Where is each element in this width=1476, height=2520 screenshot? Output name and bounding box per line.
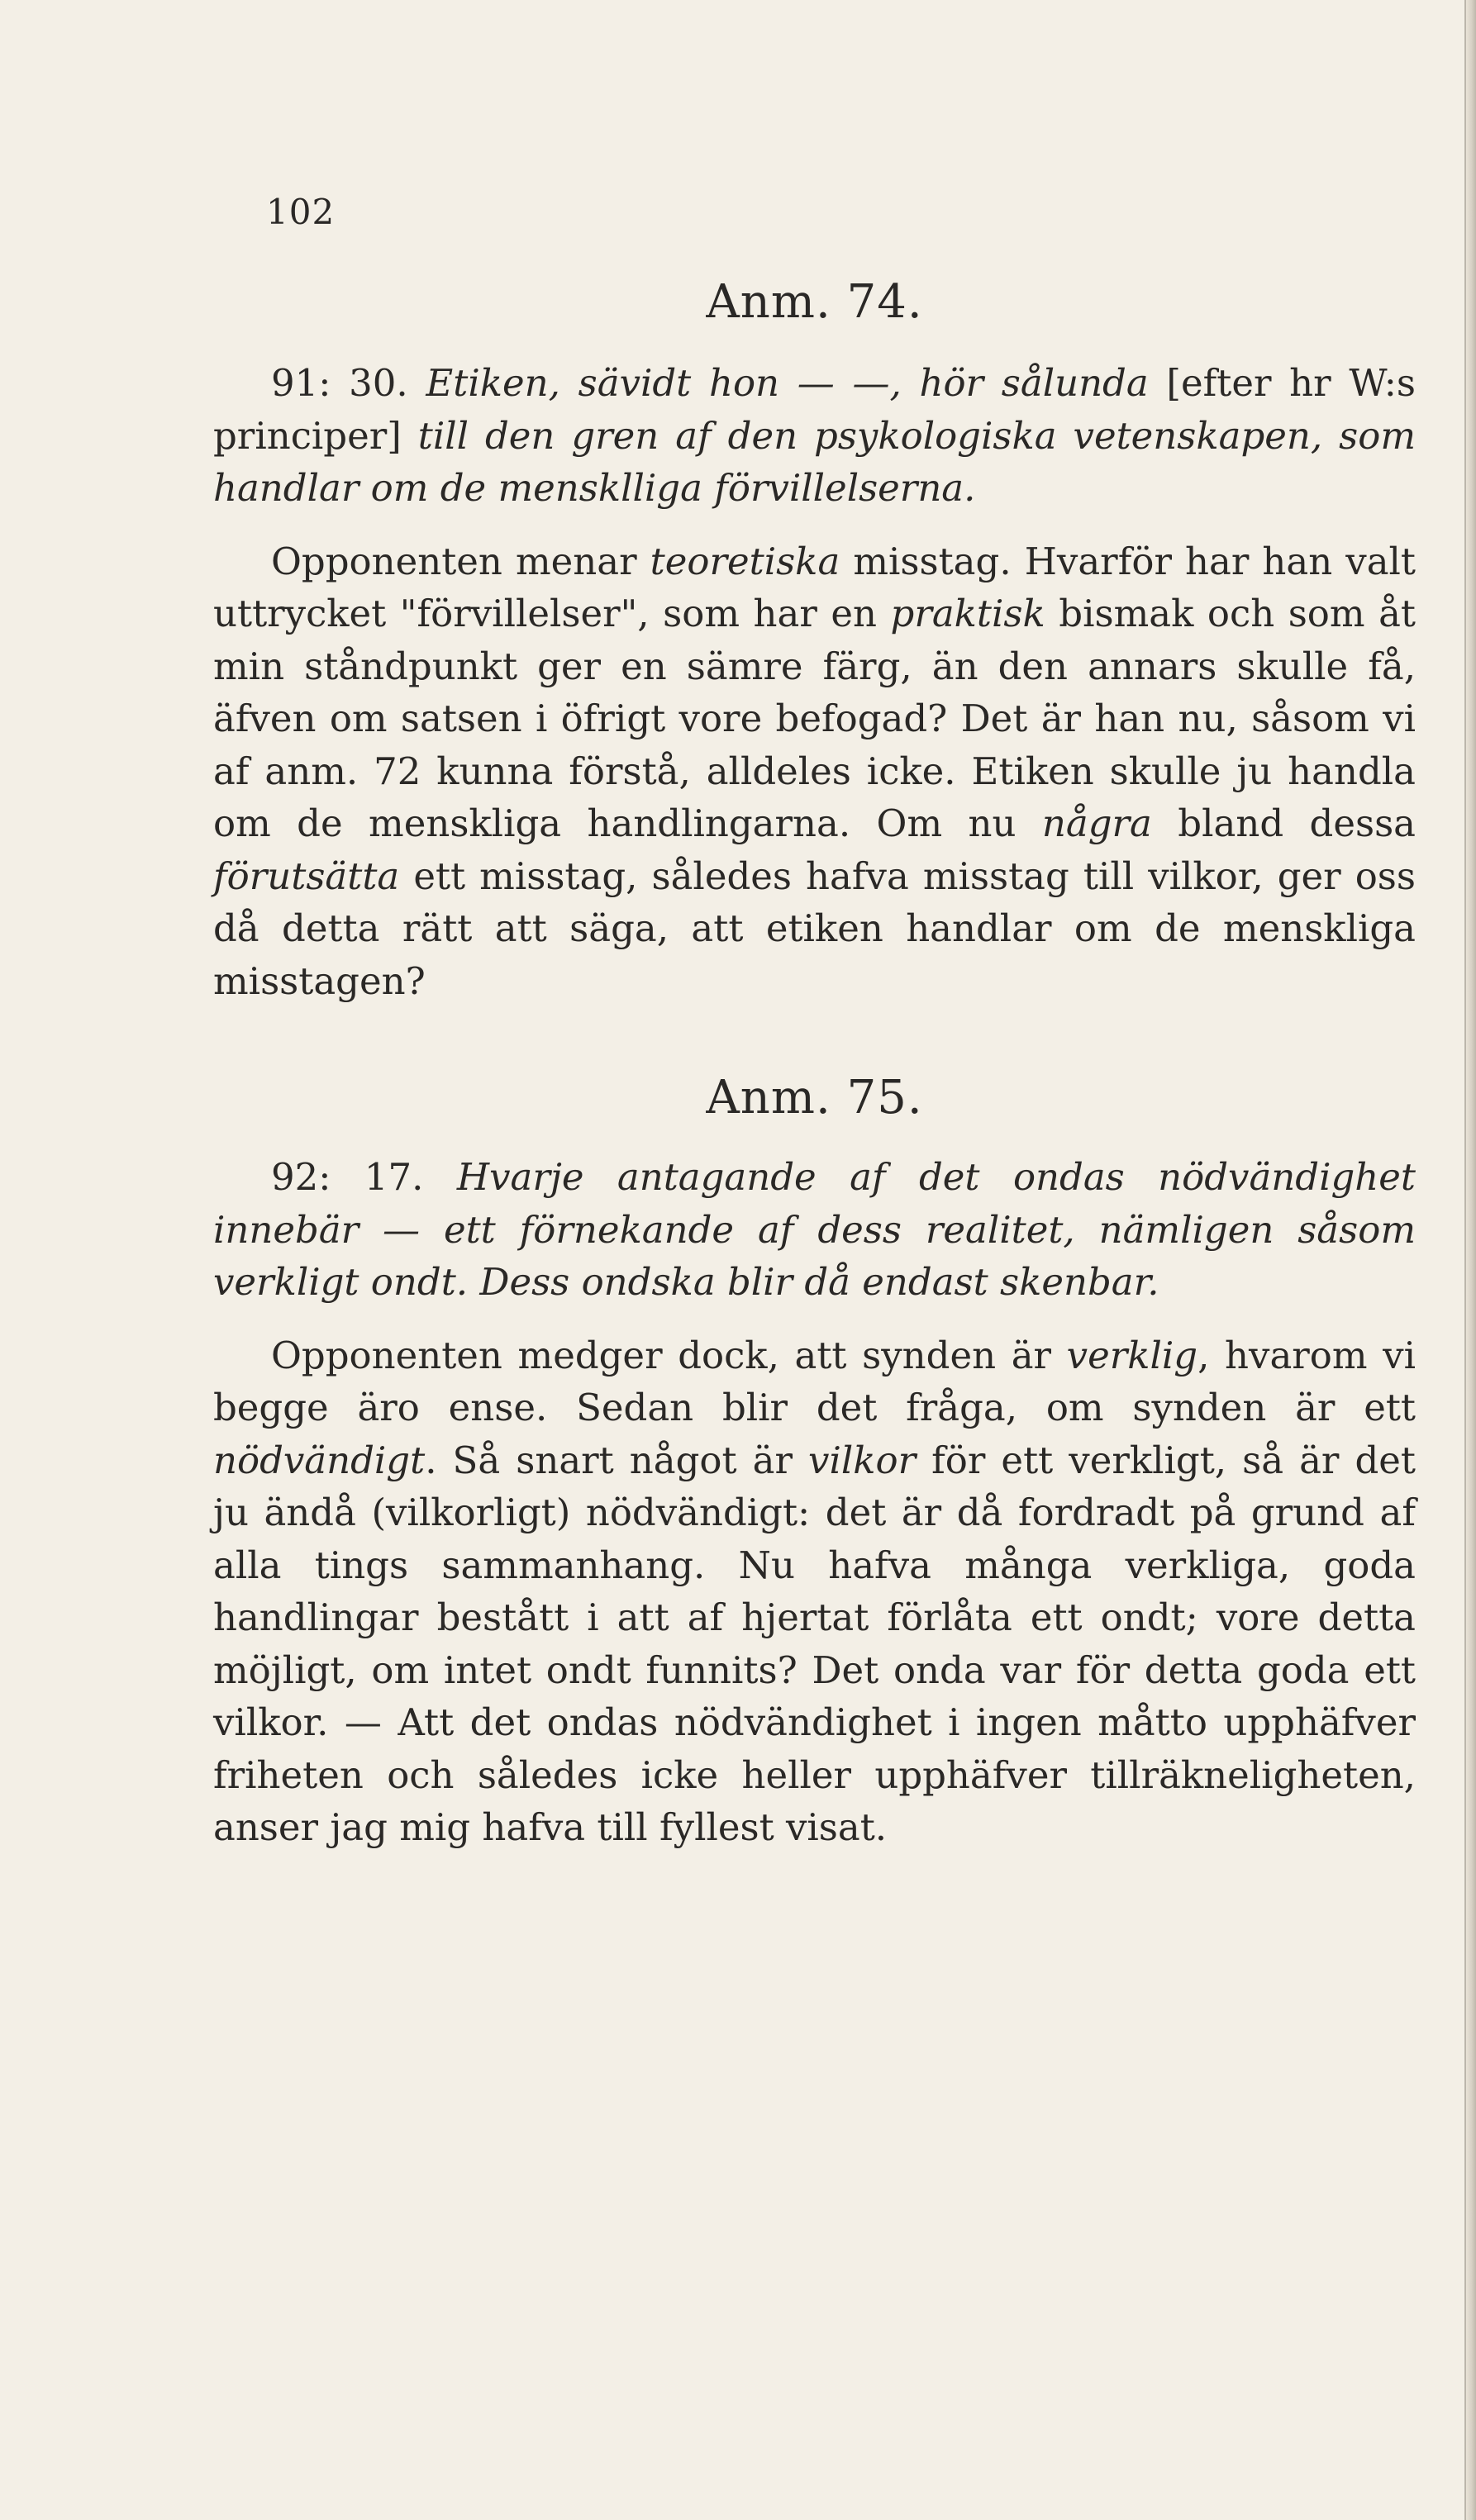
page-edge-line	[1464, 0, 1466, 2520]
body-74-part-4: bismak och som åt min ståndpunkt ger en sämre färg, än den annars skulle få, äfven om satsen i öfrigt vore befogad? Det är han nu, såsom vi af anm. 72 kunna förstå, alldeles icke. Etiken skulle ju handla om de menskliga handlingarna. Om nu	[213, 592, 1416, 845]
body-74-part-5: några	[1041, 801, 1152, 845]
text-block	[213, 273, 1416, 1854]
body-75-part-1: verklig	[1066, 1333, 1198, 1377]
body-74-part-2: misstag. Hvarför har han valt uttrycket "förvillelser", som har en	[213, 539, 1416, 635]
page-edge	[1464, 0, 1476, 2520]
body-75-part-4: . Så snart något är	[425, 1438, 809, 1482]
quote-74-part-2: till den gren af den psykologiska vetenskapen, som handlar om de mensklliga förvillelserna.	[213, 413, 1416, 510]
body-75	[213, 1329, 1416, 1854]
body-74-part-1: teoretiska	[650, 539, 840, 583]
quote-74-part-1: [efter hr W:s principer]	[213, 361, 1416, 458]
note-heading-74: Anm. 74.	[706, 275, 923, 329]
page-number: 102	[266, 192, 336, 232]
body-74-part-0: Opponenten menar	[271, 539, 650, 583]
body-75-part-3: nödvändigt	[213, 1438, 426, 1482]
note-heading-75: Anm. 75.	[706, 1071, 923, 1124]
body-74-part-8: ett misstag, således hafva misstag till vilkor, ger oss då detta rätt att säga, att etiken handlar om de menskliga misstagen?	[213, 853, 1416, 1003]
body-75-part-5: vilkor	[808, 1438, 917, 1482]
quote-ref-74: 91: 30.	[271, 361, 408, 405]
quote-ref-75: 92: 17.	[271, 1155, 424, 1199]
body-74-part-7: förutsätta	[213, 853, 400, 898]
quote-75	[213, 1151, 1416, 1309]
body-75-part-0: Opponenten medger dock, att synden är	[271, 1333, 1067, 1377]
quote-74-part-0: Etiken, sävidt hon — —, hör sålunda	[426, 361, 1149, 405]
quote-74	[213, 357, 1416, 515]
body-74	[213, 535, 1416, 1008]
body-74-part-3: praktisk	[890, 592, 1045, 635]
body-75-part-2: , hvarom vi begge äro ense. Sedan blir det fråga, om synden är ett	[213, 1333, 1416, 1429]
quote-75-part-0: Hvarje antagande af det ondas nödvändighet innebär — ett förnekande af dess realitet, nämligen såsom verkligt ondt. Dess ondska blir då endast skenbar.	[213, 1155, 1416, 1304]
body-74-part-6: bland dessa	[1151, 801, 1416, 845]
body-75-part-6: för ett verkligt, så är det ju ändå (vilkorligt) nödvändigt: det är då fordradt på grund af alla tings sammanhang. Nu hafva många verkliga, goda handlingar bestått i att af hjertat förlåta ett ondt; vore detta möjligt, om intet ondt funnits? Det onda var för detta goda ett vilkor. — Att det ondas nödvändighet i ingen måtto upphäfver friheten och således icke heller upphäfver tillräkneligheten, anser jag mig hafva till fyllest visat.	[213, 1438, 1416, 1849]
